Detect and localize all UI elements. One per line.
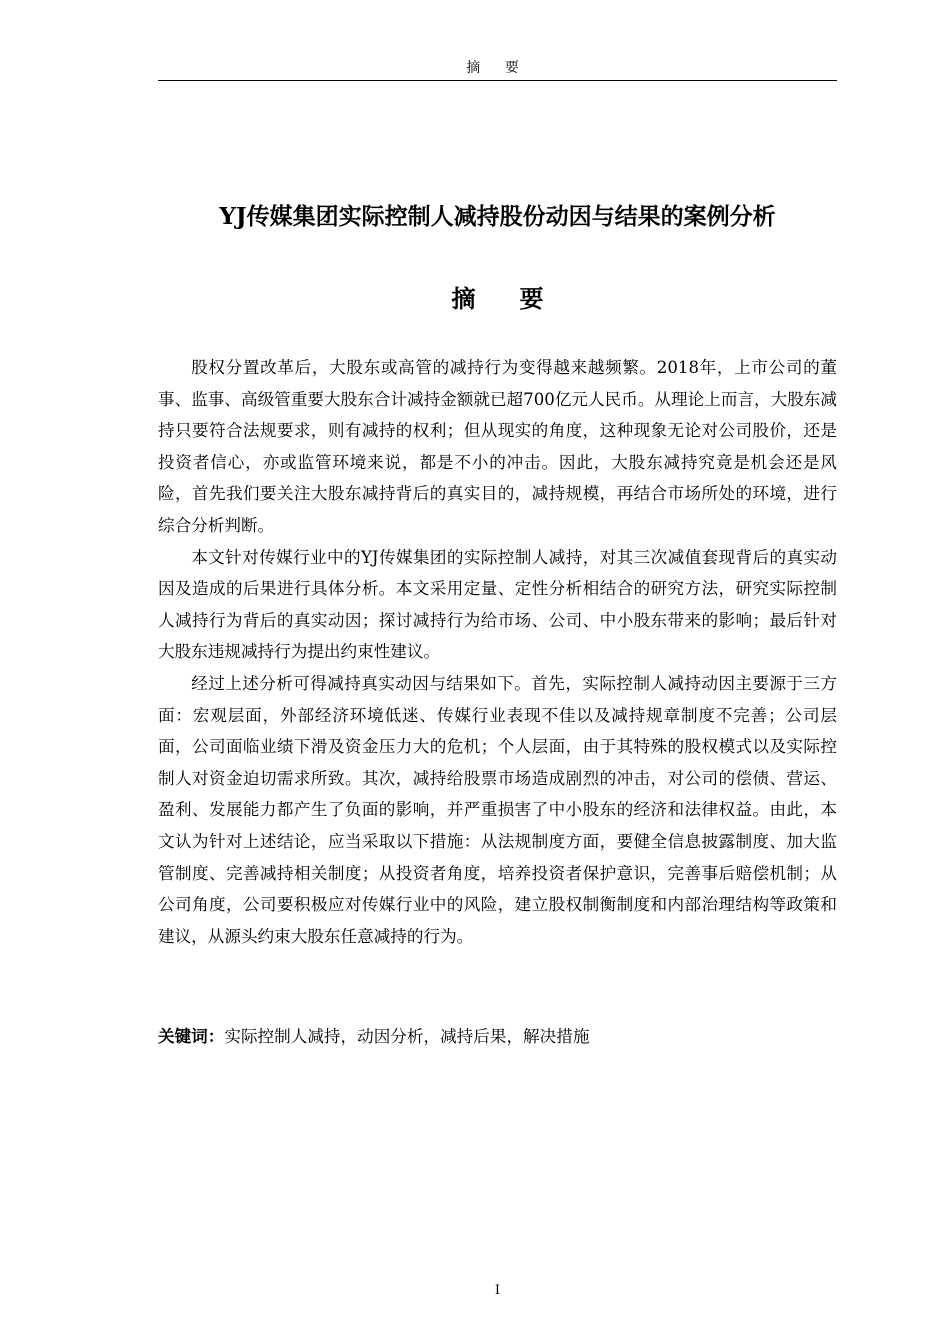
document-title: YJ传媒集团实际控制人减持股份动因与结果的案例分析: [219, 203, 776, 230]
keywords-line: [158, 1022, 837, 1052]
abstract-heading: 摘要: [451, 285, 588, 313]
keywords-label: 关键词：: [158, 1027, 225, 1046]
abstract-paragraph-2: 本文针对传媒行业中的YJ传媒集团的实际控制人减持，对其三次减值套现背后的真实动因及造成的后果进行具体分析。本文采用定量、定性分析相结合的研究方法，研究实际控制人减持行为背后的真实动因；探讨减持行为给市场、公司、中小股东带来的影响；最后针对大股东违规减持行为提出约束性建议。: [158, 547, 837, 662]
page-number: I: [494, 1283, 501, 1298]
abstract-body: [158, 352, 837, 952]
abstract-paragraph-3: 经过上述分析可得减持真实动因与结果如下。首先，实际控制人减持动因主要源于三方面：宏观层面，外部经济环境低迷、传媒行业表现不佳以及减持规章制度不完善；公司层面，公司面临业绩下滑及资金压力大的危机；个人层面，由于其特殊的股权模式以及实际控制人对资金迫切需求所致。其次，减持给股票市场造成剧烈的冲击，对公司的偿债、营运、盈利、发展能力都产生了负面的影响，并严重损害了中小股东的经济和法律权益。由此，本文认为针对上述结论，应当采取以下措施：从法规制度方面，要健全信息披露制度、加大监管制度、完善减持相关制度；从投资者角度，培养投资者保护意识，完善事后赔偿机制；从公司角度，公司要积极应对传媒行业中的风险，建立股权制衡制度和内部治理结构等政策和建议，从源头约束大股东任意减持的行为。: [158, 673, 837, 946]
header-divider: [158, 80, 837, 81]
running-header: 摘 要: [466, 60, 529, 76]
abstract-paragraph-1: 股权分置改革后，大股东或高管的减持行为变得越来越频繁。2018年，上市公司的董事、监事、高级管重要大股东合计减持金额就已超700亿元人民币。从理论上而言，大股东减持只要符合法规要求，则有减持的权利；但从现实的角度，这种现象无论对公司股价，还是投资者信心，亦或监管环境来说，都是不小的冲击。因此，大股东减持究竟是机会还是风险，首先我们要关注大股东减持背后的真实目的，减持规模，再结合市场所处的环境，进行综合分析判断。: [158, 358, 837, 535]
keywords-text: 实际控制人减持，动因分析，减持后果，解决措施: [224, 1027, 590, 1046]
